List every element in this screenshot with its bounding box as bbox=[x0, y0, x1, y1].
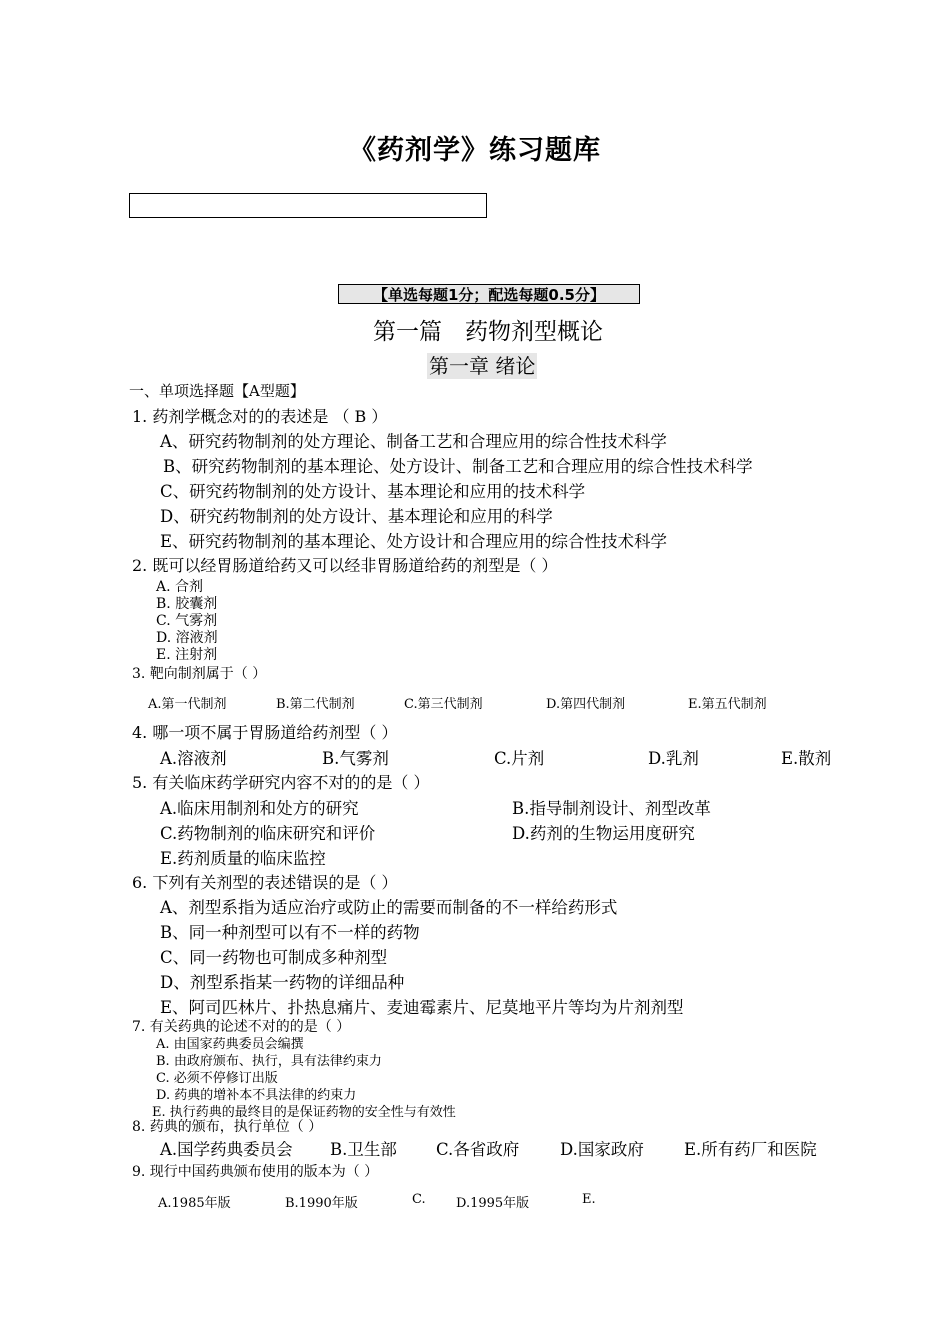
option-e: E.所有药厂和医院 bbox=[684, 1140, 817, 1159]
option-c: C.药物制剂的临床研究和评价 bbox=[160, 824, 376, 843]
option-e: E. bbox=[582, 1192, 596, 1207]
option-a: A、研究药物制剂的处方理论、制备工艺和合理应用的综合性技术科学 bbox=[160, 432, 667, 451]
option-d: D.第四代制剂 bbox=[546, 697, 626, 712]
question-stem: 1. 药剂学概念对的的表述是 （ B ） bbox=[132, 407, 388, 426]
option-a: A、剂型系指为适应治疗或防止的需要而制备的不一样给药形式 bbox=[160, 898, 618, 917]
option-a: A.临床用制剂和处方的研究 bbox=[160, 799, 359, 818]
part-title: 第一篇 药物剂型概论 bbox=[373, 319, 603, 345]
option-d: D、剂型系指某一药物的详细品种 bbox=[160, 973, 405, 992]
option-b: B.卫生部 bbox=[330, 1140, 397, 1159]
option-c: C.第三代制剂 bbox=[404, 697, 483, 712]
option-a: A.溶液剂 bbox=[160, 749, 227, 768]
option-b: B. 胶囊剂 bbox=[156, 596, 218, 612]
question-stem: 2. 既可以经胃肠道给药又可以经非胃肠道给药的剂型是（ ） bbox=[132, 556, 558, 575]
option-b: B.气雾剂 bbox=[322, 749, 389, 768]
option-b: B、同一种剂型可以有不一样的药物 bbox=[160, 923, 420, 942]
option-e: E. 执行药典的最终目的是保证药物的安全性与有效性 bbox=[152, 1105, 456, 1120]
option-a: A.国学药典委员会 bbox=[160, 1140, 293, 1159]
option-a: A.第一代制剂 bbox=[148, 697, 227, 712]
question-stem: 6. 下列有关剂型的表述错误的是（ ） bbox=[132, 873, 398, 892]
option-a: A. 合剂 bbox=[156, 579, 204, 595]
option-b: B. 由政府颁布、执行，具有法律约束力 bbox=[156, 1054, 382, 1069]
option-c: C.各省政府 bbox=[436, 1140, 520, 1159]
blank-field-box bbox=[129, 193, 487, 218]
option-c: C. 必须不停修订出版 bbox=[156, 1071, 278, 1086]
question-stem: 7. 有关药典的论述不对的的是（ ） bbox=[132, 1019, 351, 1035]
option-b: B、研究药物制剂的基本理论、处方设计、制备工艺和合理应用的综合性技术科学 bbox=[163, 457, 753, 476]
option-b: B.第二代制剂 bbox=[276, 697, 355, 712]
option-d: D.国家政府 bbox=[560, 1140, 644, 1159]
option-c: C. 气雾剂 bbox=[156, 613, 218, 629]
question-stem: 8. 药典的颁布，执行单位（ ） bbox=[132, 1119, 323, 1135]
chapter-title: 第一章 绪论 bbox=[429, 354, 536, 378]
question-stem: 5. 有关临床药学研究内容不对的的是（ ） bbox=[132, 773, 430, 792]
option-c: C、同一药物也可制成多种剂型 bbox=[160, 948, 388, 967]
option-c: C.片剂 bbox=[494, 749, 545, 768]
option-c: C. bbox=[412, 1192, 426, 1207]
option-a: A.1985年版 bbox=[158, 1196, 231, 1211]
option-d: D、研究药物制剂的处方设计、基本理论和应用的科学 bbox=[160, 507, 553, 526]
section-title: 一、单项选择题【A型题】 bbox=[129, 382, 305, 400]
option-a: A. 由国家药典委员会编撰 bbox=[156, 1037, 304, 1052]
option-b: B.指导制剂设计、剂型改革 bbox=[512, 799, 711, 818]
option-e: E. 注射剂 bbox=[156, 647, 218, 663]
question-stem: 9. 现行中国药典颁布使用的版本为（ ） bbox=[132, 1164, 379, 1180]
option-e: E、阿司匹林片、扑热息痛片、麦迪霉素片、尼莫地平片等均为片剂剂型 bbox=[160, 998, 684, 1017]
option-e: E、研究药物制剂的基本理论、处方设计和合理应用的综合性技术科学 bbox=[160, 532, 668, 551]
option-d: D.1995年版 bbox=[456, 1196, 530, 1211]
option-c: C、研究药物制剂的处方设计、基本理论和应用的技术科学 bbox=[160, 482, 586, 501]
option-b: B.1990年版 bbox=[285, 1196, 358, 1211]
option-d: D.药剂的生物运用度研究 bbox=[512, 824, 695, 843]
score-note: 【单选每题1分；配选每题0.5分】 bbox=[338, 284, 640, 304]
question-stem: 3. 靶向制剂属于（ ） bbox=[132, 666, 267, 682]
option-e: E.第五代制剂 bbox=[688, 697, 767, 712]
option-d: D. 溶液剂 bbox=[156, 630, 218, 646]
option-e: E.药剂质量的临床监控 bbox=[160, 849, 326, 868]
option-e: E.散剂 bbox=[781, 749, 832, 768]
question-stem: 4. 哪一项不属于胃肠道给药剂型（ ） bbox=[132, 723, 398, 742]
option-d: D.乳剂 bbox=[648, 749, 699, 768]
document-title: 《药剂学》练习题库 bbox=[349, 135, 601, 166]
option-d: D. 药典的增补本不具法律的约束力 bbox=[156, 1088, 357, 1103]
